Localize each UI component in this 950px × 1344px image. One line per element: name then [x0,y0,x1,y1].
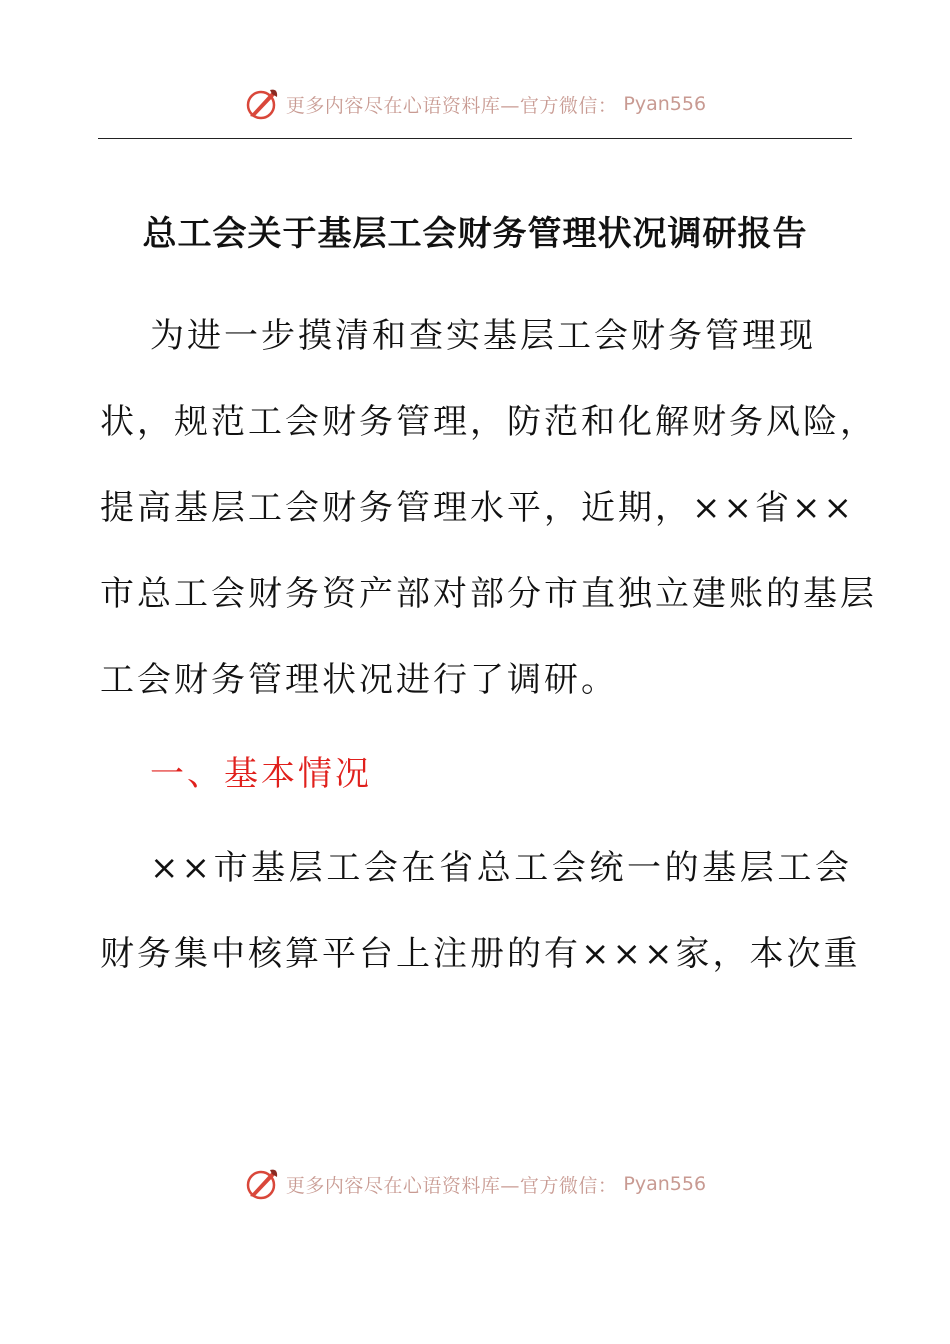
banner-text: 更多内容尽在心语资料库—官方微信： [285,94,618,117]
document-title: 总工会关于基层工会财务管理状况调研报告 [142,214,808,254]
header-banner [0,84,950,124]
quill-logo-icon [244,86,280,122]
paragraph-line: 为进一步摸清和查实基层工会财务管理现 [150,316,816,356]
paragraph-line: 提高基层工会财务管理水平，近期，××省×× [100,488,855,528]
paragraph-line: 工会财务管理状况进行了调研。 [100,660,618,700]
banner-text: 更多内容尽在心语资料库—官方微信： [285,1174,618,1197]
paragraph-line: 财务集中核算平台上注册的有×××家，本次重 [100,934,861,974]
header-rule [98,138,852,139]
paragraph-line: 状，规范工会财务管理，防范和化解财务风险， [100,402,877,442]
quill-logo-icon [244,1166,280,1202]
paragraph-line: ××市基层工会在省总工会统一的基层工会 [150,848,852,888]
paragraph-line: 市总工会财务资产部对部分市直独立建账的基层 [100,574,877,614]
section-heading: 一、基本情况 [150,754,372,794]
banner-wechat-id: Pyan556 [623,1173,707,1195]
banner-wechat-id: Pyan556 [623,93,707,115]
footer-banner [0,1164,950,1204]
